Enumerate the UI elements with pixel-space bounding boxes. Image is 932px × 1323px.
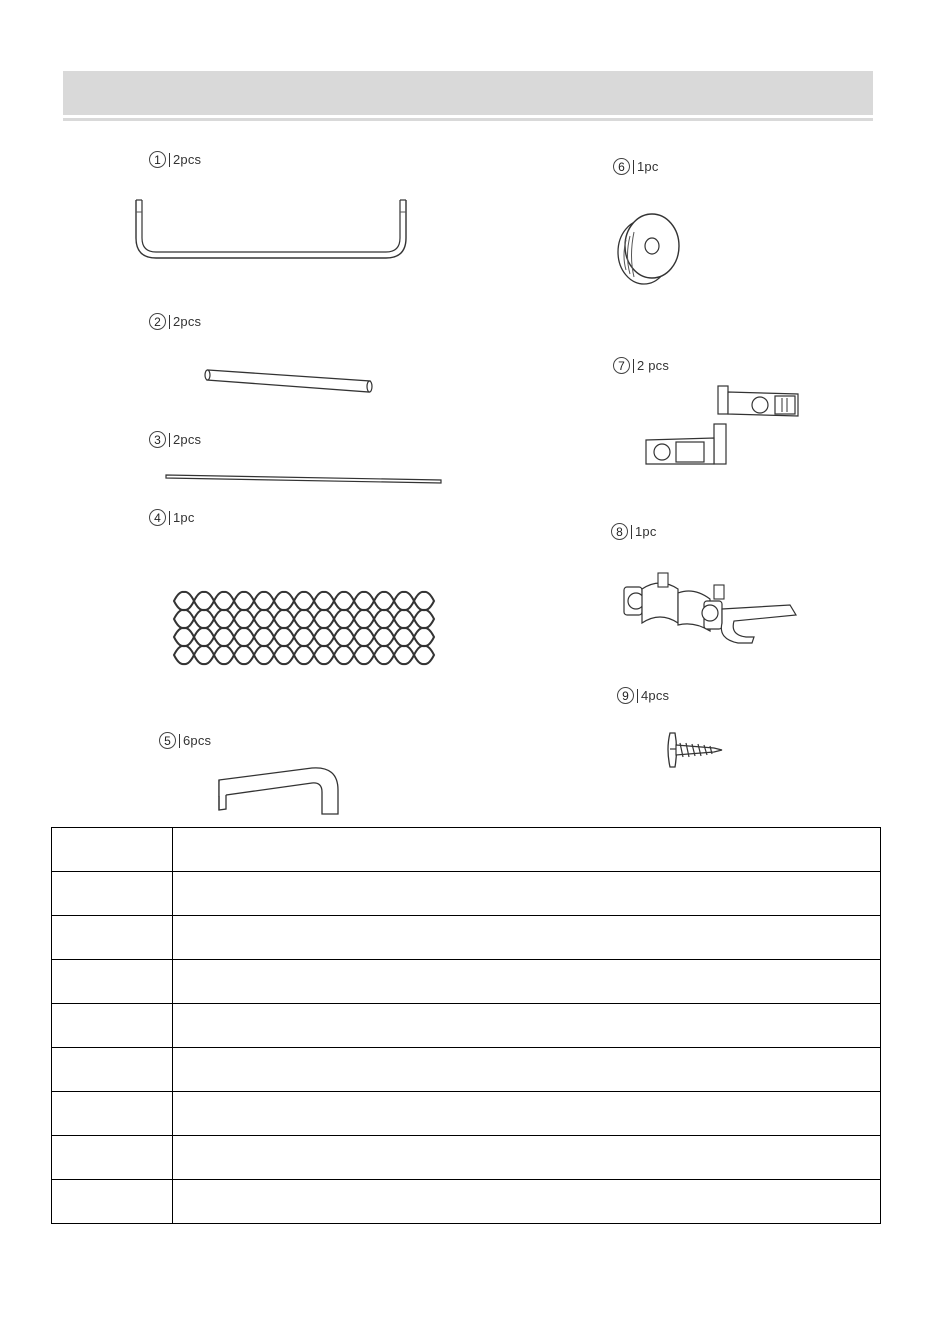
part-7-label xyxy=(613,357,669,374)
u-frame-drawing xyxy=(128,196,418,266)
header-rule xyxy=(63,118,873,121)
table-row xyxy=(52,1180,881,1224)
part-qty: 6pcs xyxy=(183,733,212,748)
part-number: 9 xyxy=(617,687,634,704)
description-cell xyxy=(173,1092,881,1136)
part-8-label xyxy=(611,523,657,540)
part-qty: 1pc xyxy=(173,510,195,525)
part-qty: 2 pcs xyxy=(637,358,670,373)
part-1-label xyxy=(149,151,201,168)
part-number: 7 xyxy=(613,357,630,374)
description-cell xyxy=(173,1048,881,1092)
part-qty: 2pcs xyxy=(173,314,202,329)
part-no-cell xyxy=(52,1048,173,1092)
table-row xyxy=(52,960,881,1004)
part-3-label xyxy=(149,431,201,448)
part-no-cell xyxy=(52,872,173,916)
u-clip-drawing xyxy=(214,762,344,820)
part-qty: 2pcs xyxy=(173,432,202,447)
pipe-clamp-pair-drawing xyxy=(640,380,810,480)
table-row xyxy=(52,1048,881,1092)
part-no-cell xyxy=(52,1136,173,1180)
description-cell xyxy=(173,1004,881,1048)
part-number: 6 xyxy=(613,158,630,175)
description-cell xyxy=(173,916,881,960)
part-number: 4 xyxy=(149,509,166,526)
table-row xyxy=(52,1092,881,1136)
part-number: 2 xyxy=(149,313,166,330)
short-tube-drawing xyxy=(200,365,380,395)
part-5-label xyxy=(159,732,211,749)
part-no-cell xyxy=(52,1180,173,1224)
part-number: 5 xyxy=(159,732,176,749)
table-row xyxy=(52,828,881,872)
part-qty: 4pcs xyxy=(641,688,670,703)
table-row xyxy=(52,1136,881,1180)
table-row xyxy=(52,872,881,916)
table-row xyxy=(52,916,881,960)
chain-link-mesh-drawing xyxy=(168,588,430,668)
part-no-cell xyxy=(52,916,173,960)
description-cell xyxy=(173,960,881,1004)
screw-drawing xyxy=(664,729,726,771)
description-cell xyxy=(173,1180,881,1224)
part-no-cell xyxy=(52,1092,173,1136)
description-cell xyxy=(173,1136,881,1180)
part-6-label xyxy=(613,158,659,175)
part-2-label xyxy=(149,313,201,330)
part-qty: 1pc xyxy=(637,159,659,174)
long-rod-drawing xyxy=(163,472,445,486)
part-number: 3 xyxy=(149,431,166,448)
part-no-cell xyxy=(52,828,173,872)
part-number: 1 xyxy=(149,151,166,168)
double-pipe-clamp-drawing xyxy=(614,565,804,645)
part-no-cell xyxy=(52,960,173,1004)
description-cell xyxy=(173,828,881,872)
part-no-cell xyxy=(52,1004,173,1048)
parts-list-table xyxy=(51,827,881,1224)
part-number: 8 xyxy=(611,523,628,540)
table-row xyxy=(52,1004,881,1048)
part-9-label xyxy=(617,687,669,704)
description-cell xyxy=(173,872,881,916)
header-band xyxy=(63,71,873,115)
part-qty: 2pcs xyxy=(173,152,202,167)
part-4-label xyxy=(149,509,195,526)
pulley-wheel-drawing xyxy=(608,210,692,288)
part-qty: 1pc xyxy=(635,524,657,539)
